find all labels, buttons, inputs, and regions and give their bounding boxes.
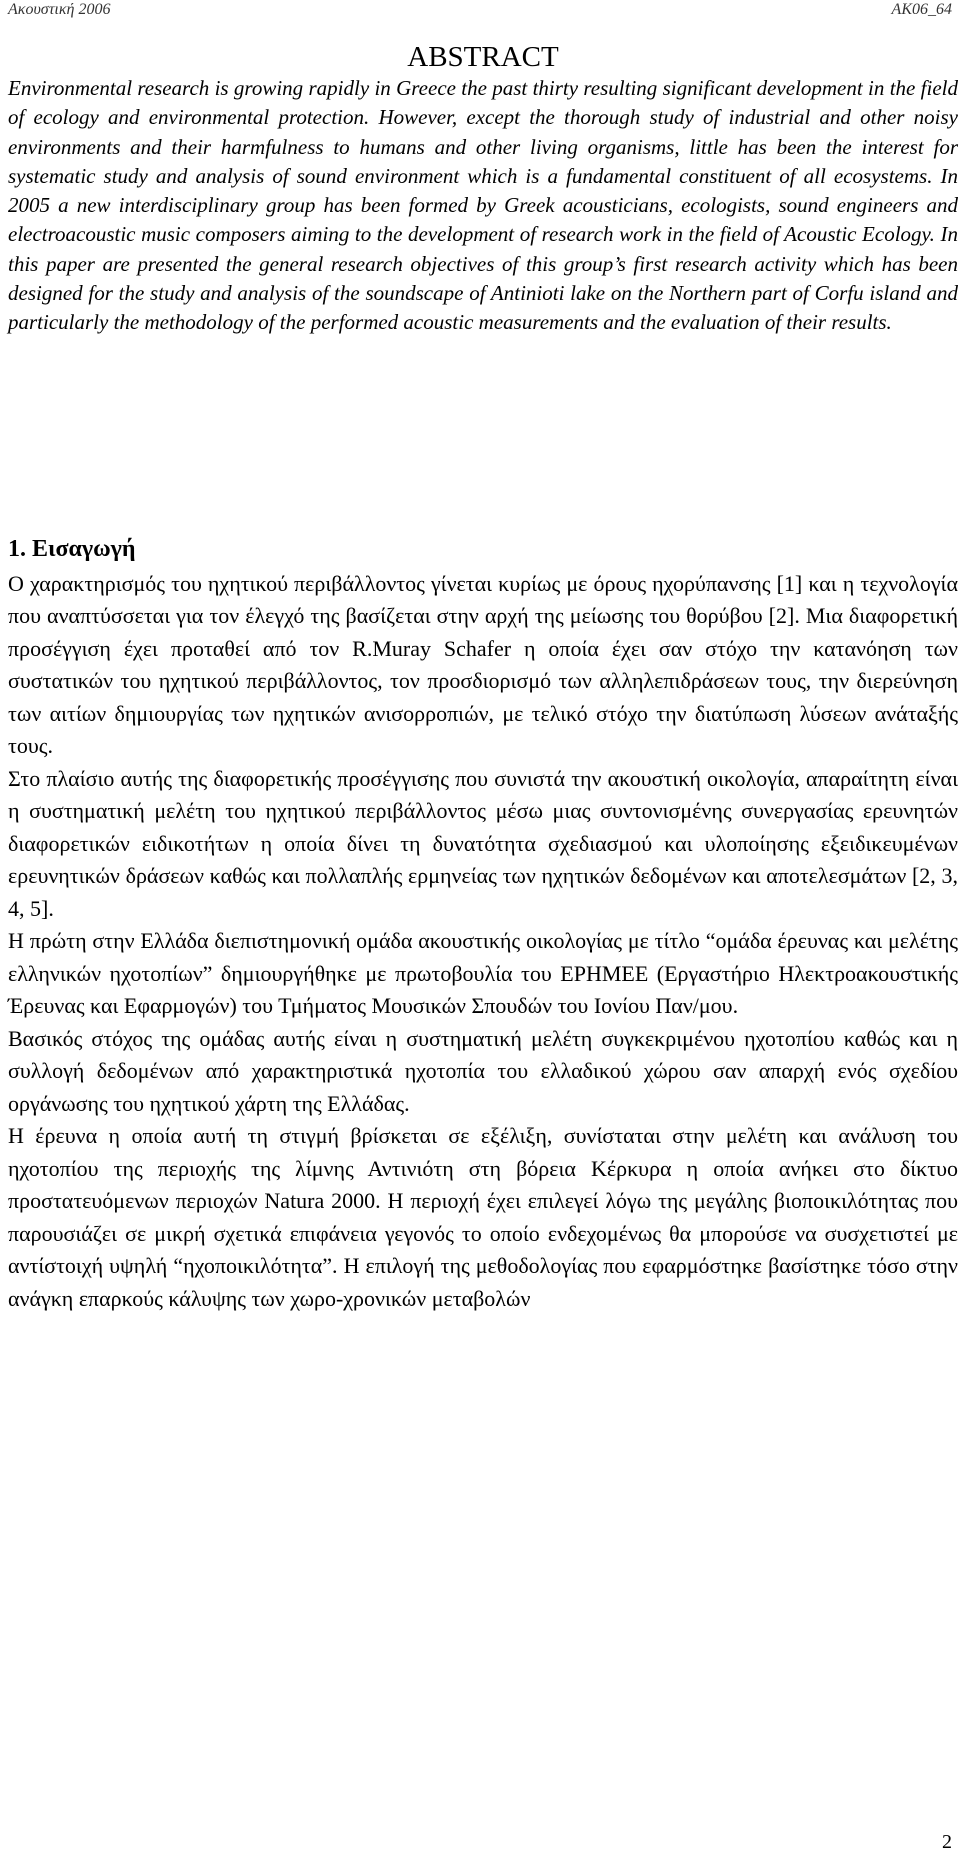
abstract-body: Environmental research is growing rapidly in Greece the past thirty resulting significant development in the field of ecology and environmental protection. However, except the thorough study of industrial and other noisy environments and their harmfulness to humans and other living organisms, little has been the interest for systematic study and analysis of sound environment which is a fundamental constituent of all ecosystems. In 2005 a new interdisciplinary group has been formed by Greek acousticians, ecologists, sound engineers and electroacoustic music composers aiming to the development of research work in the field of Acoustic Ecology. In this paper are presented the general research objectives of this group’s first research activity which has been designed for the study and analysis of the soundscape of Antinioti lake on the Northern part of Corfu island and particularly the methodology of the performed acoustic measurements and the evaluation of their results. [8, 76, 958, 335]
running-header [8, 0, 952, 22]
intro-paragraph-4: Βασικός στόχος της ομάδας αυτής είναι η συστηματική μελέτη συγκεκριμένου ηχοτοπίου καθώς και η συλλογή δεδομένων από χαρακτηριστικά ηχοτοπία του ελλαδικού χώρου σαν απαρχή ενός σχεδίου οργάνωσης του ηχητικού χάρτη της Ελλάδας. [8, 1025, 958, 1116]
intro-paragraph-2: Στο πλαίσιο αυτής της διαφορετικής προσέγγισης που συνιστά την ακουστική οικολογία, απαραίτητη είναι η συστηματική μελέτη του ηχητικού περιβάλλοντος μέσω μιας συντονισμένης συνεργασίας ερευνητών διαφορετικών ειδικοτήτων η οποία δίνει τη δυνατότητα σχεδιασμού και υλοποίησης εξειδικευμένων ερευνητικών δράσεων καθώς και πολλαπλής ερμηνείας των ηχητικών δεδομένων και αποτελεσμάτων [2, 3, 4, 5]. [8, 765, 958, 921]
page-content [8, 40, 958, 1315]
intro-paragraph-1: Ο χαρακτηρισμός του ηχητικού περιβάλλοντος γίνεται κυρίως με όρους ηχορύπανσης [1] και η τεχνολογία που αναπτύσσεται για τον έλεγχό της βασίζεται στην αρχή της μείωσης του θορύβου [2]. Μια διαφορετική προσέγγιση έχει προταθεί από τον R.Muray Schafer η οποία έχει σαν στόχο την κατανόηση των συστατικών του ηχητικού περιβάλλοντος, τον προσδιορισμό των αλληλεπιδράσεων τους, την διερεύνηση των αιτίων δημιουργίας των ηχητικών ανισορροπιών, με τελικό στόχο την διατύπωση λύσεων ανάταξής τους. [8, 570, 958, 759]
section-heading-introduction: 1. Εισαγωγή [8, 535, 136, 562]
header-journal-title: Ακουστική 2006 [8, 1, 111, 18]
intro-paragraph-5: Η έρευνα η οποία αυτή τη στιγμή βρίσκεται σε εξέλιξη, συνίσταται στην μελέτη και ανάλυση του ηχοτοπίου της περιοχής της λίμνης Αντινιότη στη βόρεια Κέρκυρα η οποία ανήκει στο δίκτυο προστατευόμενων περιοχών Natura 2000. Η περιοχή έχει επιλεγεί λόγω της μεγάλης βιοποικιλότητας που παρουσιάζει σε μικρή σχετικά επιφάνεια γεγονός το οποίο ενδεχομένως θα μπορούσε να συσχετιστεί με αντίστοιχή υψηλή “ηχοποικιλότητα”. Η επιλογή της μεθοδολογίας που εφαρμόστηκε βασίστηκε τόσο στην ανάγκη επαρκούς κάλυψης των χωρο-χρονικών μεταβολών [8, 1123, 958, 1311]
header-paper-id: AK06_64 [891, 1, 952, 18]
intro-paragraph-3: Η πρώτη στην Ελλάδα διεπιστημονική ομάδα ακουστικής οικολογίας με τίτλο “ομάδα έρευνας και μελέτης ελληνικών ηχοτοπίων” δημιουργήθηκε με πρωτοβουλία του ΕΡΗΜΕΕ (Εργαστήριο Ηλεκτροακουστικής Έρευνας και Εφαρμογών) του Τμήματος Μουσικών Σπουδών του Ιονίου Παν/μου. [8, 928, 958, 1019]
page-number: 2 [942, 1831, 952, 1853]
abstract-title: ABSTRACT [407, 41, 559, 73]
